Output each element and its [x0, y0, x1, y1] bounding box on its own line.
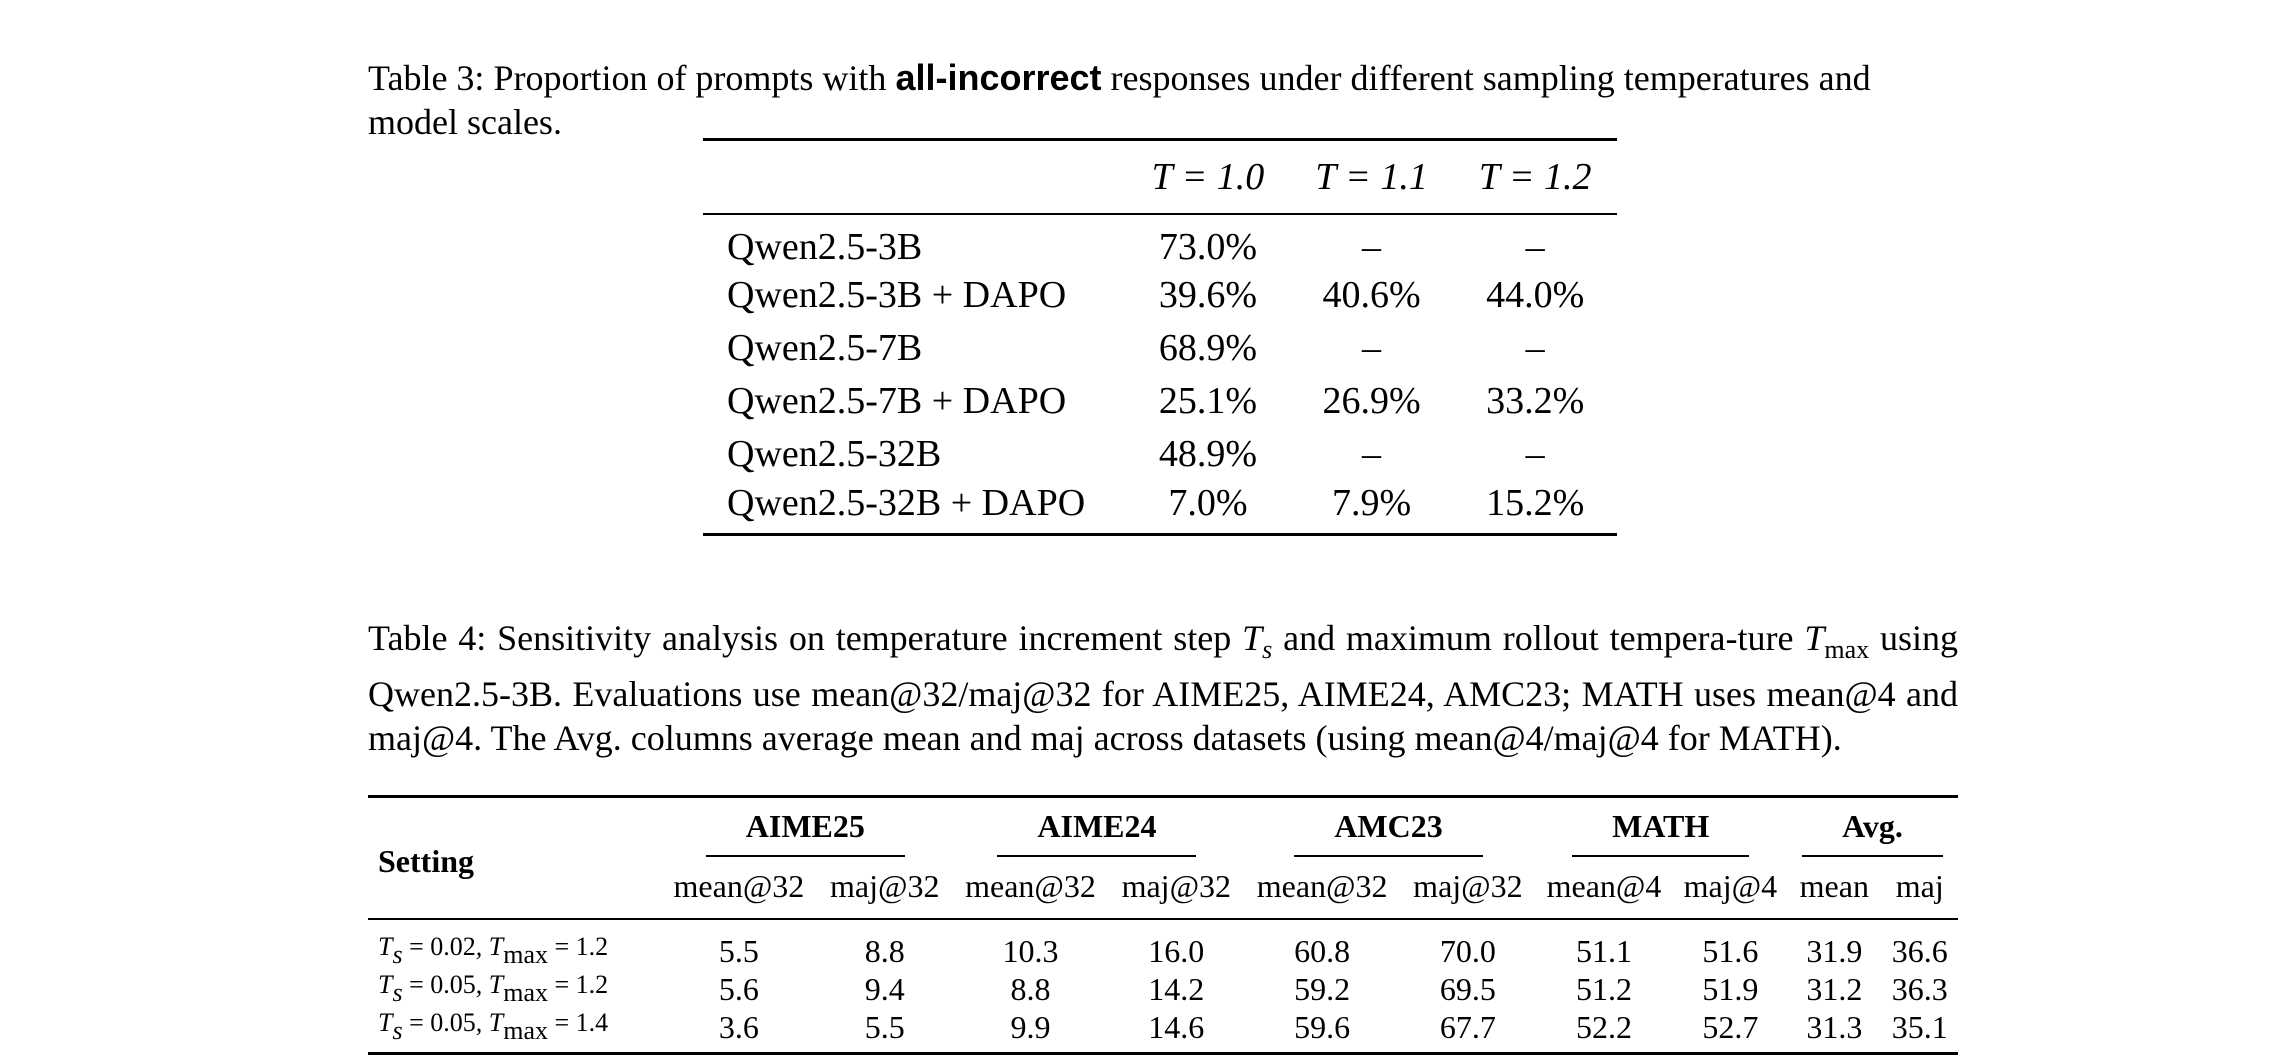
table-row: [368, 970, 1958, 1008]
cell: 68.9%: [1158, 327, 1257, 369]
subcol-header: mean@32: [1243, 860, 1402, 919]
cell: 3.6: [660, 1008, 819, 1054]
setting-header: Setting: [368, 797, 660, 920]
cell: 51.2: [1575, 970, 1632, 1007]
table3-col-header: T = 1.1: [1315, 155, 1428, 198]
cell: 8.8: [864, 932, 905, 969]
group-label: AIME24: [997, 808, 1196, 857]
cell: 48.9%: [1158, 433, 1257, 475]
cell: 5.5: [718, 932, 759, 969]
cell: 40.6%: [1322, 274, 1421, 316]
tmax-symbol: T: [1804, 618, 1825, 658]
cell: –: [1362, 327, 1382, 369]
group-label: MATH: [1572, 808, 1749, 857]
row-label: Qwen2.5-3B: [727, 225, 923, 268]
tmax-value: 1.2: [575, 970, 609, 999]
cell: 5.6: [718, 970, 759, 1007]
cell: 26.9%: [1322, 380, 1421, 422]
table3-caption-bold: all-incorrect: [895, 57, 1102, 98]
setting-cell: Ts = 0.05, Tmax = 1.2: [378, 970, 609, 1007]
setting-cell: Ts = 0.02, Tmax = 1.2: [378, 932, 609, 969]
group-label: Avg.: [1802, 808, 1943, 857]
table3-col-header: T = 1.0: [1151, 155, 1265, 198]
cell: 51.9: [1702, 970, 1759, 1007]
subcol-header: maj@4: [1674, 860, 1787, 919]
cell: 9.9: [951, 1008, 1110, 1054]
row-label: Qwen2.5-32B + DAPO: [727, 481, 1086, 524]
cell: –: [1362, 433, 1382, 475]
cell: 14.6: [1110, 1008, 1243, 1054]
cell: 33.2%: [1486, 380, 1585, 422]
table-row: [368, 919, 1958, 970]
cell: –: [1362, 225, 1382, 268]
cell: 5.5: [818, 1008, 951, 1054]
table4-caption-tmax: [1804, 618, 1870, 664]
row-label: Qwen2.5-7B + DAPO: [727, 380, 1067, 422]
cell: 44.0%: [1486, 274, 1585, 316]
cell: 36.6: [1891, 932, 1948, 969]
tmax-value: 1.2: [575, 932, 609, 961]
cell: 51.6: [1702, 932, 1759, 969]
cell: 10.3: [1002, 932, 1059, 969]
table4-group-header-row: [368, 797, 1958, 861]
setting-cell: Ts = 0.05, Tmax = 1.4: [368, 1008, 660, 1054]
cell: 60.8: [1294, 932, 1351, 969]
cell: 31.3: [1787, 1008, 1881, 1054]
table-row: [703, 214, 1617, 269]
cell: –: [1525, 225, 1545, 268]
table3-header-row: [703, 140, 1617, 214]
cell: 52.7: [1674, 1008, 1787, 1054]
group-header: [660, 797, 952, 861]
cell: 31.9: [1806, 932, 1863, 969]
ts-value: 0.02: [430, 932, 476, 961]
table-row: [368, 1008, 1958, 1054]
table4-caption-c: using Qwen2.5-3B. Evaluations use mean@32/maj@32 for AIME25, AIME24, AMC23; MATH uses mean@4 and maj@4. The Avg. columns average mean and maj across datasets (using mean@4/maj@4 for MATH).: [368, 618, 1959, 758]
group-header: [1787, 797, 1958, 861]
cell: 16.0: [1148, 932, 1205, 969]
cell: 7.0%: [1168, 481, 1248, 524]
table-row: [703, 375, 1617, 428]
cell: 25.1%: [1158, 380, 1257, 422]
table3-corner: [703, 140, 1126, 214]
group-label: AMC23: [1294, 808, 1482, 857]
table4-caption-a: Table 4: Sensitivity analysis on temperature increment step: [368, 618, 1243, 658]
table3-caption-lead: Table 3: Proportion of prompts with: [368, 58, 896, 98]
table3-caption-rest: responses under different sampling temperatures and model scales.: [368, 58, 1871, 142]
cell: 8.8: [1010, 970, 1051, 1007]
cell: –: [1525, 433, 1545, 475]
subcol-header: maj@32: [818, 860, 951, 919]
cell: 14.2: [1148, 970, 1205, 1007]
table4: [368, 795, 1958, 1055]
tmax-subscript: max: [1824, 635, 1870, 664]
cell: –: [1525, 327, 1545, 369]
subcol-header: maj@32: [1401, 860, 1534, 919]
table3-caption: [368, 56, 1958, 144]
tmax-value: 1.4: [575, 1008, 609, 1037]
cell: 7.9%: [1331, 481, 1412, 524]
row-label: Qwen2.5-7B: [727, 327, 923, 369]
cell: 69.5: [1439, 970, 1496, 1007]
cell: 35.1: [1882, 1008, 1958, 1054]
table4-caption: [368, 616, 1958, 760]
row-label: Qwen2.5-32B: [727, 433, 942, 475]
cell: 73.0%: [1158, 225, 1257, 268]
ts-value: 0.05: [430, 1008, 476, 1037]
subcol-header: maj: [1882, 860, 1958, 919]
ts-subscript: s: [1262, 635, 1273, 664]
row-label: Qwen2.5-3B + DAPO: [727, 274, 1067, 316]
cell: 39.6%: [1158, 274, 1257, 316]
subcol-header: mean: [1787, 860, 1881, 919]
cell: 36.3: [1891, 970, 1948, 1007]
table-row: [703, 481, 1617, 535]
cell: 9.4: [864, 970, 905, 1007]
group-label: AIME25: [706, 808, 905, 857]
cell: 52.2: [1534, 1008, 1673, 1054]
cell: 51.1: [1575, 932, 1632, 969]
cell: 67.7: [1401, 1008, 1534, 1054]
cell: 31.2: [1806, 970, 1863, 1007]
table3-col-header: T = 1.2: [1478, 155, 1592, 198]
table4-caption-ts: [1242, 618, 1273, 664]
table-row: [703, 269, 1617, 322]
cell: 59.6: [1243, 1008, 1402, 1054]
subcol-header: mean@32: [951, 860, 1110, 919]
cell: 15.2%: [1486, 481, 1585, 524]
cell: 59.2: [1294, 970, 1351, 1007]
group-header: [1243, 797, 1535, 861]
ts-value: 0.05: [430, 970, 476, 999]
ts-symbol: T: [1242, 618, 1263, 658]
subcol-header: mean@32: [660, 860, 819, 919]
table-row: [703, 428, 1617, 481]
subcol-header: mean@4: [1534, 860, 1673, 919]
table3: [703, 138, 1617, 536]
subcol-header: maj@32: [1110, 860, 1243, 919]
group-header: [1534, 797, 1787, 861]
group-header: [951, 797, 1243, 861]
cell: 70.0: [1439, 932, 1496, 969]
table4-caption-b: and maximum rollout tempera-ture: [1272, 618, 1805, 658]
table-row: [703, 322, 1617, 375]
